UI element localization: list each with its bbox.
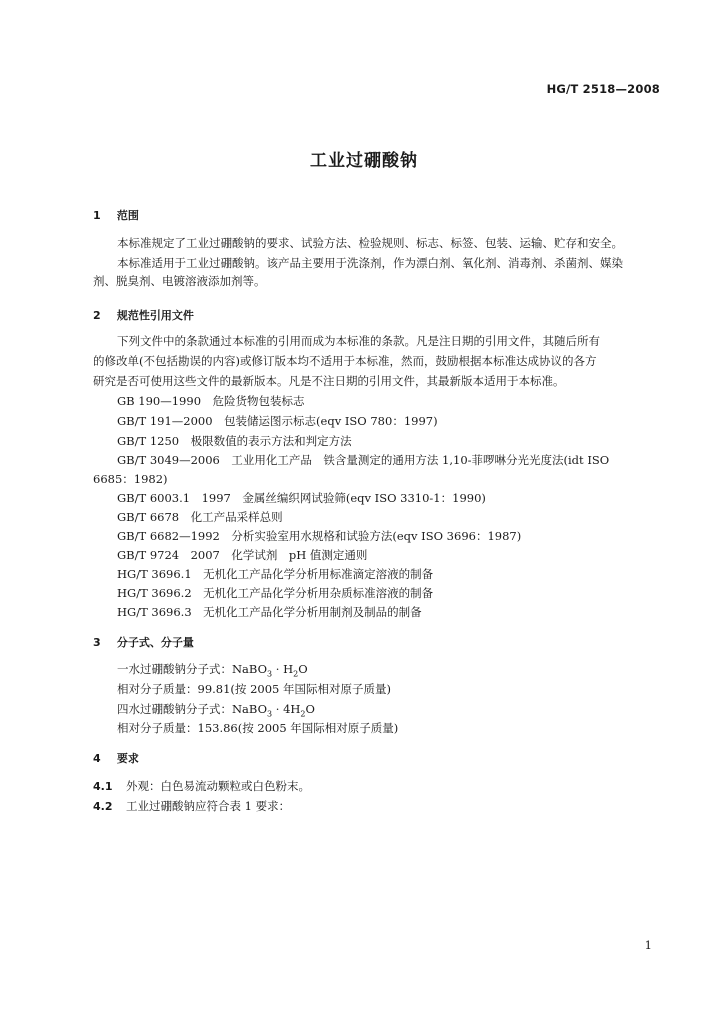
document-title: 工业过硼酸钠 <box>310 151 418 171</box>
reference-item: GB/T 9724 2007 化学试剂 pH 值测定通则 <box>117 548 368 562</box>
reference-item: GB/T 6682—1992 分析实验室用水规格和试验方法(eqv ISO 3696：1987) <box>117 529 522 543</box>
scope-paragraph-1 <box>93 233 668 254</box>
document-number: HG/T 2518—2008 <box>546 82 660 96</box>
reference-item: GB/T 6678 化工产品采样总则 <box>117 510 283 524</box>
section-title: 要求 <box>116 752 139 765</box>
clause-text: 工业过硼酸钠应符合表 1 要求： <box>126 799 291 813</box>
reference-item: GB/T 191—2000 包装储运图示标志(eqv ISO 780：1997) <box>117 414 438 428</box>
reference-continuation: 6685：1982) <box>93 472 168 486</box>
paragraph-line: 本标准适用于工业过硼酸钠。该产品主要用于洗涤剂，作为漂白剂、氧化剂、消毒剂、杀菌剂、媒染 <box>117 256 623 270</box>
reference-item: HG/T 3696.3 无机化工产品化学分析用制剂及制品的制备 <box>117 605 422 619</box>
reference-item: GB 190—1990 危险货物包装标志 <box>117 394 305 408</box>
clause-text: 外观：白色易流动颗粒或白色粉末。 <box>126 779 310 793</box>
reference-item: GB/T 3049—2006 工业用化工产品 铁含量测定的通用方法 1,10-菲啰啉分光光度法(idt ISO <box>117 453 610 467</box>
section-title: 范围 <box>116 209 139 222</box>
tetrahydrate-molar-mass: 相对分子质量：153.86(按 2005 年国际相对原子质量) <box>117 721 399 735</box>
paragraph-line: 剂、脱臭剂、电镀溶液添加剂等。 <box>93 274 266 288</box>
reference-item: HG/T 3696.1 无机化工产品化学分析用标准滴定溶液的制备 <box>117 567 434 581</box>
section-2-heading <box>93 307 194 323</box>
section-title: 分子式、分子量 <box>116 636 194 649</box>
section-number: 4 <box>93 752 101 765</box>
section-number: 3 <box>93 636 101 649</box>
paragraph-line: 本标准规定了工业过硼酸钠的要求、试验方法、检验规则、标志、标签、包装、运输、贮存和安全。 <box>117 236 623 250</box>
section-4-heading <box>93 750 139 766</box>
reference-item: HG/T 3696.2 无机化工产品化学分析用杂质标准溶液的制备 <box>117 586 434 600</box>
requirement-4-1 <box>93 778 310 794</box>
scope-paragraph-2 <box>93 253 668 274</box>
monohydrate-formula: 一水过硼酸钠分子式：NaBO$_3$ · $H_2O$ <box>117 662 308 679</box>
clause-number: 4.2 <box>93 800 113 813</box>
requirement-4-2 <box>93 798 290 814</box>
monohydrate-molar-mass: 相对分子质量：99.81(按 2005 年国际相对原子质量) <box>117 682 391 696</box>
clause-number: 4.1 <box>93 780 113 793</box>
reference-item: GB/T 6003.1 1997 金属丝编织网试验筛(eqv ISO 3310-1：1990) <box>117 491 486 505</box>
normative-intro-line-3: 研究是否可使用这些文件的最新版本。凡是不注日期的引用文件，其最新版本适用于本标准。 <box>93 374 565 388</box>
section-3-heading <box>93 634 194 650</box>
tetrahydrate-formula: 四水过硼酸钠分子式：NaBO$_3$ · $4H_2O$ <box>117 702 315 719</box>
page-number: 1 <box>644 938 652 952</box>
reference-item: GB/T 1250 极限数值的表示方法和判定方法 <box>117 434 352 448</box>
section-number: 1 <box>93 209 101 222</box>
section-number: 2 <box>93 309 101 322</box>
normative-intro-line-1: 下列文件中的条款通过本标准的引用而成为本标准的条款。凡是注日期的引用文件，其随后所有 <box>117 334 600 348</box>
section-title: 规范性引用文件 <box>116 309 194 322</box>
section-1-heading <box>93 207 139 223</box>
normative-intro-line-2: 的修改单(不包括勘误的内容)或修订版本均不适用于本标准，然而，鼓励根据本标准达成协议的各方 <box>93 354 597 368</box>
